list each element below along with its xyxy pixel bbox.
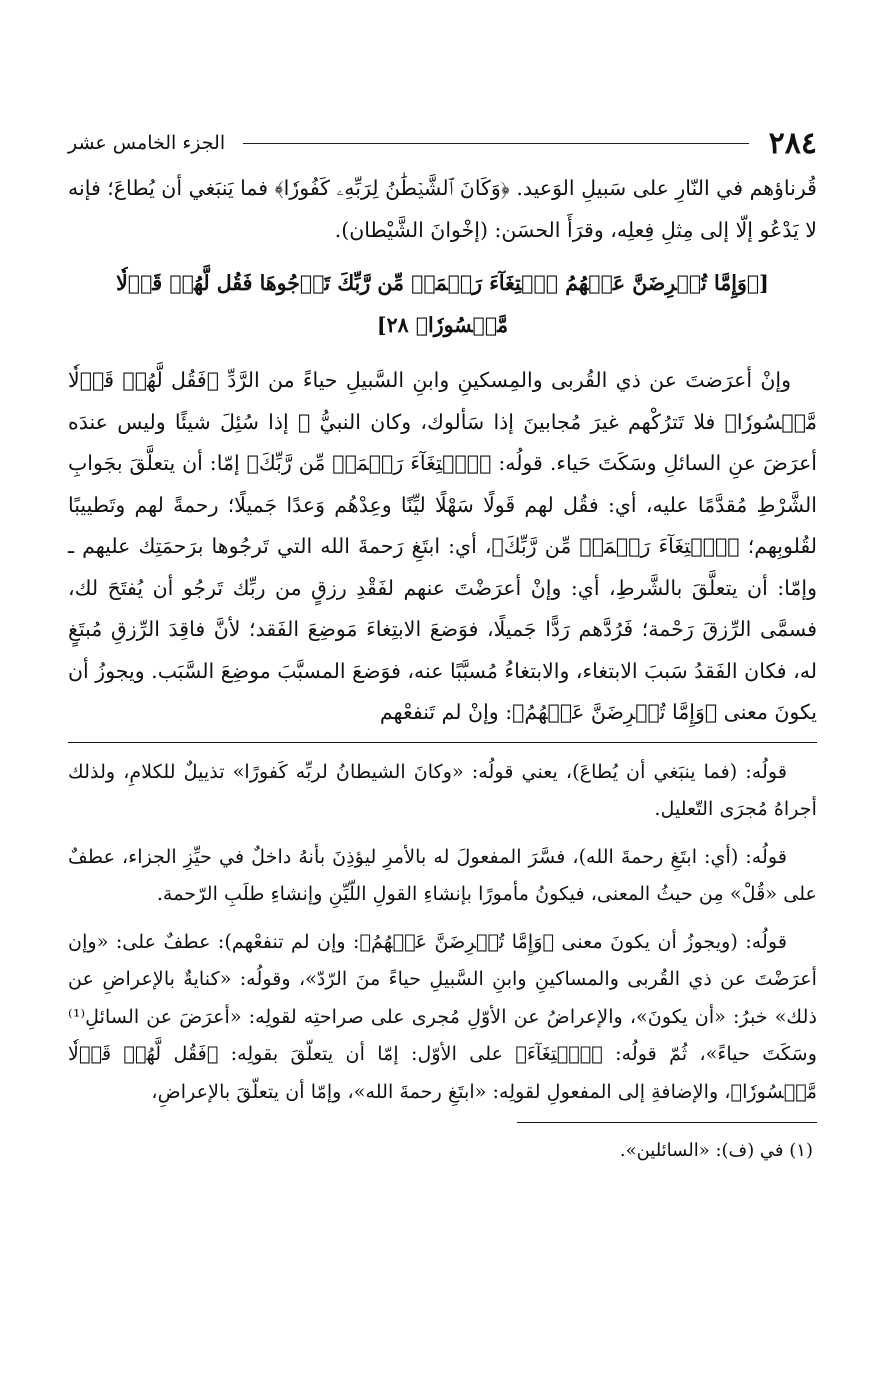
commentary-paragraph: قولُه: (ويجوزُ أن يكونَ معنى ﴿وَإِمَّا تُعۡرِضَنَّ عَنۡهُمُ﴾: وإن لم تنفعْهم): عطفٌ على: «وإن أعرَضْتَ عن ذي القُربى والمساكينِ وابنِ السَّبيلِ حياءً منَ الرّدّ»، وقولُه: «كنايةٌ بالإعراضِ عن ذلك» خبرُ: «أن يكونَ»، والإعراضُ عن الأوّلِ مُجرى على صراحتِه لقولِه: «أعرَضَ عن السائلِ⁽¹⁾ وسَكَتَ حياءً»، ثُمّ قولُه: ﴿ٱبۡتِغَآءَ﴾ على الأوّل: إمّا أن يتعلّقَ بقولِه: ﴿فَقُل لَّهُمۡ قَوۡلٗا مَّيۡسُورٗا﴾، والإضافةِ إلى المفعولِ لقولِه: «ابتَغِ رحمةَ الله»، وإمّا أن يتعلّقَ بالإعراضِ، xyxy=(68,929,817,1103)
page-header xyxy=(68,118,817,168)
commentary-separator xyxy=(68,742,817,743)
footnote: (١) في (ف): «السائلين». xyxy=(619,1140,813,1161)
header-rule xyxy=(243,143,749,144)
commentary-paragraph: قولُه: (أي: ابتَغِ رحمةَ الله)، فسَّرَ المفعولَ له بالأمرِ ليؤذِنَ بأنهُ داخلٌ في حيِّزِ الجزاء، عطفٌ على «قُلْ» مِن حيثُ المعنى، فيكونُ مأمورًا بإنشاءِ القولِ اللّيِّنِ وإنشاءِ طلَبِ الرّحمة. xyxy=(68,844,817,905)
footnote-separator xyxy=(517,1122,817,1123)
commentary-paragraph: قولُه: (فما ينبَغي أن يُطاعَ)، يعني قولُه: «وكانَ الشيطانُ لربِّه كَفورًا» تذييلٌ للكلامِ، ولذلك أجراهُ مُجرَى التّعليل. xyxy=(68,759,817,820)
main-text xyxy=(68,168,817,734)
running-title: الجزء الخامس عشر xyxy=(68,132,226,154)
commentary xyxy=(68,753,817,1111)
main-paragraph: وإنْ أعرَضتَ عن ذي القُربى والمِسكينِ وابنِ السَّبيلِ حياءً من الرَّدِّ ﴿فَقُل لَّهُمۡ قَوۡلٗا مَّيۡسُورٗا﴾ فلا تَترُكْهم غيرَ مُجابينَ إذا سَألوك، وكان النبيُّ ﷺ إذا سُئِلَ شيئًا وليس عندَه أعرَضَ عنِ السائلِ وسَكَتَ حَياء. قولُه: ﴿ٱبۡتِغَآءَ رَحۡمَةٖ مِّن رَّبِّكَ﴾ إمّا: أن يتعلَّقَ بجَوابِ الشَّرْطِ مُقدَّمًا عليه، أي: فقُل لهم قَولًا سَهْلًا ليِّنًا وعِدْهُم وَعدًا جَميلًا؛ رحمةً لهم وتَطييبًا لقُلوبِهم؛ ﴿ٱبۡتِغَآءَ رَحۡمَةٖ مِّن رَّبِّكَ﴾، أي: ابتَغِ رَحمةَ الله التي تَرجُوها برَحمَتِك عليهم ـ وإمّا: أن يتعلَّقَ بالشَّرطِ، أي: وإنْ أعرَضْتَ عنهم لفَقْدِ رزقٍ من ربِّك تَرجُو أن يُفتَحَ لك، فسمَّى الرِّزقَ رَحْمة؛ فَرُدَّهم رَدًّا جَميلًا، فوَضعَ الابتِغاءَ مَوضِعَ الفَقد؛ لأنَّ فاقِدَ الرِّزقِ مُبتَغٍ له، فكان الفَقدُ سَببَ الابتغاء، والابتغاءُ مُسبَّبًا عنه، فوَضعَ المسبَّبَ موضِعَ السَّبَب. ويجوزُ أن يكونَ معنى ﴿وَإِمَّا تُعۡرِضَنَّ عَنۡهُمُ﴾: وإنْ لم تَنفعْهم xyxy=(68,368,817,724)
quran-verse: [﴿وَإِمَّا تُعۡرِضَنَّ عَنۡهُمُ ٱبۡتِغَآءَ رَحۡمَةٖ مِّن رَّبِّكَ تَرۡجُوهَا فَقُل لَّهُمۡ قَوۡلٗا مَّيۡسُورٗا﴾ ٢٨] xyxy=(116,271,769,337)
main-paragraph: قُرناؤهم في النّارِ على سَبيلِ الوَعيد. ﴿وَكَانَ ٱلشَّيۡطَٰنُ لِرَبِّهِۦ كَفُورٗا﴾ فما يَنبَغي أن يُطاعَ؛ فإنه لا يَدْعُو إلّا إلى مِثلِ فِعلِه، وقرَأَ الحسَن: (إخْوانَ الشَّيْطان). xyxy=(68,176,817,242)
footnotes xyxy=(68,1135,817,1167)
page-number: ٢٨٤ xyxy=(768,125,817,161)
